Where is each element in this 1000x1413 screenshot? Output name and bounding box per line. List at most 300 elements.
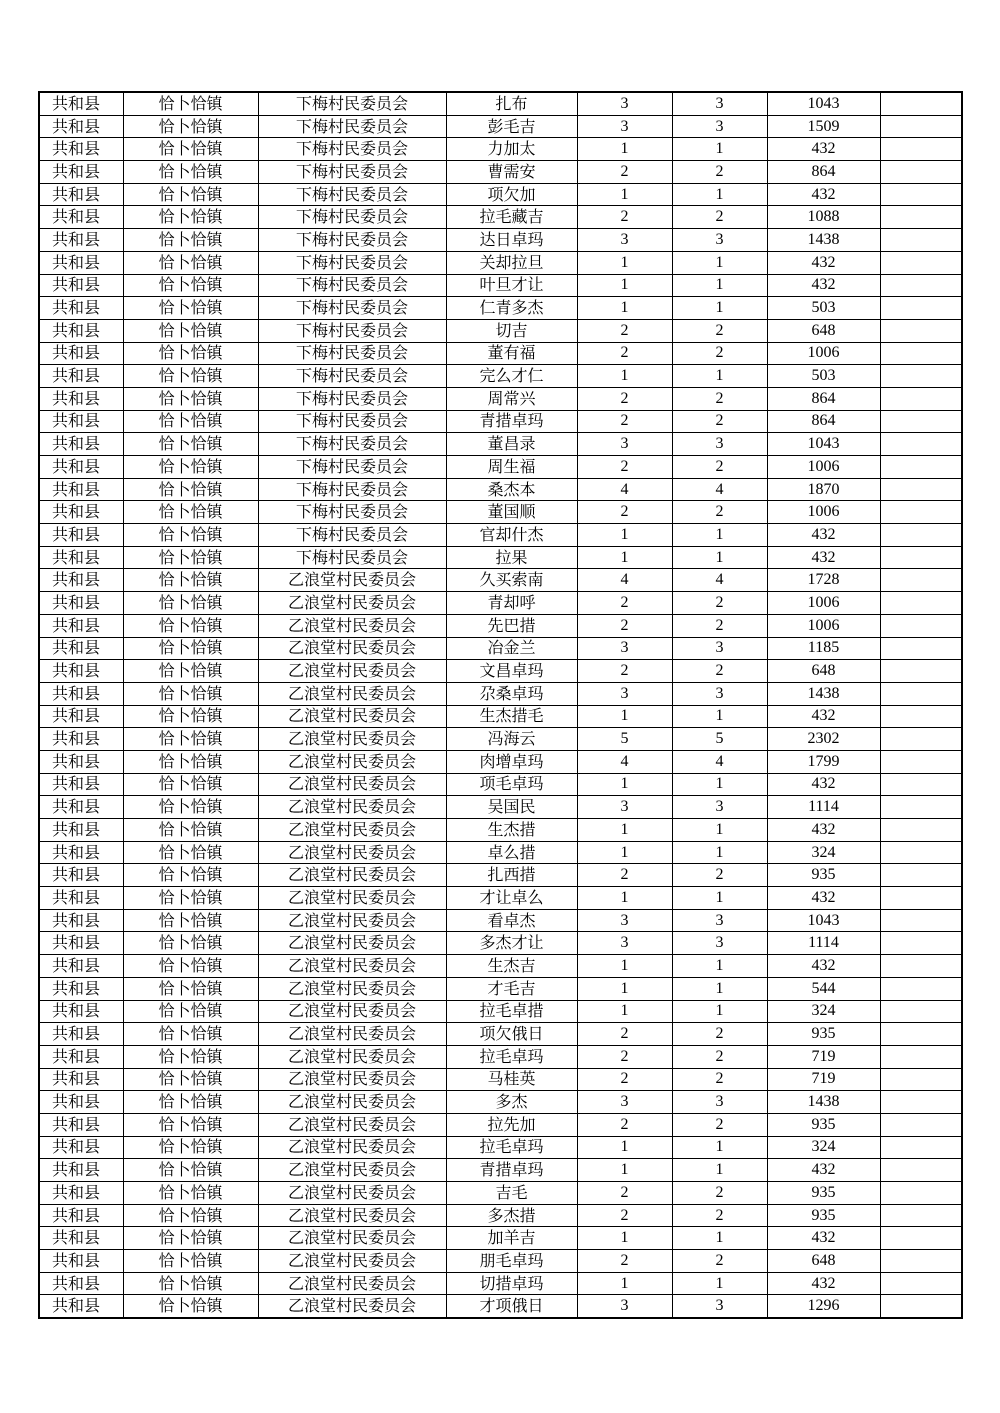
count-b-cell: 4 [672, 750, 767, 773]
table-row [39, 1295, 962, 1318]
county-cell: 共和县 [39, 161, 123, 184]
table-row [39, 819, 962, 842]
village-cell: 乙浪堂村民委员会 [258, 1204, 446, 1227]
county-cell: 共和县 [39, 1159, 123, 1182]
name-cell: 冶金兰 [446, 637, 577, 660]
count-b-cell: 2 [672, 592, 767, 615]
name-cell: 达日卓玛 [446, 229, 577, 252]
village-cell: 乙浪堂村民委员会 [258, 750, 446, 773]
village-cell: 乙浪堂村民委员会 [258, 682, 446, 705]
village-cell: 乙浪堂村民委员会 [258, 864, 446, 887]
count-b-cell: 1 [672, 1000, 767, 1023]
amount-cell: 935 [767, 1113, 880, 1136]
village-cell: 乙浪堂村民委员会 [258, 1182, 446, 1205]
name-cell: 项毛卓玛 [446, 773, 577, 796]
table-row [39, 183, 962, 206]
town-cell: 恰卜恰镇 [123, 1295, 258, 1318]
amount-cell: 1006 [767, 592, 880, 615]
village-cell: 下梅村民委员会 [258, 342, 446, 365]
town-cell: 恰卜恰镇 [123, 660, 258, 683]
table-row [39, 569, 962, 592]
table-row [39, 1023, 962, 1046]
count-b-cell: 1 [672, 1136, 767, 1159]
count-a-cell: 1 [577, 773, 672, 796]
county-cell: 共和县 [39, 637, 123, 660]
table-row [39, 410, 962, 433]
town-cell: 恰卜恰镇 [123, 274, 258, 297]
name-cell: 周常兴 [446, 387, 577, 410]
town-cell: 恰卜恰镇 [123, 682, 258, 705]
count-a-cell: 3 [577, 229, 672, 252]
note-cell [880, 637, 962, 660]
count-b-cell: 3 [672, 1295, 767, 1318]
county-cell: 共和县 [39, 977, 123, 1000]
table-row [39, 637, 962, 660]
count-a-cell: 2 [577, 1250, 672, 1273]
town-cell: 恰卜恰镇 [123, 161, 258, 184]
table-row [39, 728, 962, 751]
note-cell [880, 478, 962, 501]
count-a-cell: 4 [577, 569, 672, 592]
county-cell: 共和县 [39, 1250, 123, 1273]
note-cell [880, 1182, 962, 1205]
village-cell: 乙浪堂村民委员会 [258, 569, 446, 592]
amount-cell: 648 [767, 1250, 880, 1273]
county-cell: 共和县 [39, 1204, 123, 1227]
village-cell: 下梅村民委员会 [258, 161, 446, 184]
name-cell: 朋毛卓玛 [446, 1250, 577, 1273]
count-a-cell: 2 [577, 342, 672, 365]
count-a-cell: 2 [577, 864, 672, 887]
amount-cell: 1006 [767, 456, 880, 479]
town-cell: 恰卜恰镇 [123, 251, 258, 274]
table-row [39, 864, 962, 887]
amount-cell: 648 [767, 660, 880, 683]
county-cell: 共和县 [39, 1113, 123, 1136]
table-row [39, 478, 962, 501]
county-cell: 共和县 [39, 319, 123, 342]
town-cell: 恰卜恰镇 [123, 728, 258, 751]
village-cell: 乙浪堂村民委员会 [258, 1159, 446, 1182]
town-cell: 恰卜恰镇 [123, 410, 258, 433]
county-cell: 共和县 [39, 342, 123, 365]
count-b-cell: 3 [672, 92, 767, 115]
village-cell: 乙浪堂村民委员会 [258, 1136, 446, 1159]
village-cell: 乙浪堂村民委员会 [258, 1227, 446, 1250]
town-cell: 恰卜恰镇 [123, 478, 258, 501]
village-cell: 乙浪堂村民委员会 [258, 1113, 446, 1136]
note-cell [880, 932, 962, 955]
county-cell: 共和县 [39, 1295, 123, 1318]
note-cell [880, 251, 962, 274]
amount-cell: 432 [767, 1159, 880, 1182]
name-cell: 吴国民 [446, 796, 577, 819]
count-b-cell: 2 [672, 387, 767, 410]
table-row [39, 614, 962, 637]
count-a-cell: 3 [577, 909, 672, 932]
amount-cell: 503 [767, 297, 880, 320]
village-cell: 乙浪堂村民委员会 [258, 614, 446, 637]
name-cell: 生杰措 [446, 819, 577, 842]
county-cell: 共和县 [39, 501, 123, 524]
count-a-cell: 1 [577, 977, 672, 1000]
town-cell: 恰卜恰镇 [123, 433, 258, 456]
town-cell: 恰卜恰镇 [123, 1182, 258, 1205]
note-cell [880, 1250, 962, 1273]
county-cell: 共和县 [39, 365, 123, 388]
note-cell [880, 1295, 962, 1318]
amount-cell: 503 [767, 365, 880, 388]
village-cell: 下梅村民委员会 [258, 524, 446, 547]
table-row [39, 1227, 962, 1250]
count-a-cell: 3 [577, 92, 672, 115]
note-cell [880, 592, 962, 615]
county-cell: 共和县 [39, 887, 123, 910]
amount-cell: 719 [767, 1068, 880, 1091]
town-cell: 恰卜恰镇 [123, 977, 258, 1000]
note-cell [880, 864, 962, 887]
count-b-cell: 1 [672, 365, 767, 388]
village-cell: 下梅村民委员会 [258, 274, 446, 297]
amount-cell: 935 [767, 1204, 880, 1227]
village-cell: 下梅村民委员会 [258, 546, 446, 569]
village-cell: 下梅村民委员会 [258, 478, 446, 501]
amount-cell: 1114 [767, 796, 880, 819]
count-b-cell: 1 [672, 251, 767, 274]
table-row [39, 977, 962, 1000]
village-cell: 乙浪堂村民委员会 [258, 909, 446, 932]
town-cell: 恰卜恰镇 [123, 319, 258, 342]
town-cell: 恰卜恰镇 [123, 773, 258, 796]
count-a-cell: 2 [577, 1068, 672, 1091]
name-cell: 拉毛卓玛 [446, 1136, 577, 1159]
note-cell [880, 614, 962, 637]
count-b-cell: 1 [672, 705, 767, 728]
count-a-cell: 1 [577, 841, 672, 864]
count-b-cell: 1 [672, 297, 767, 320]
count-a-cell: 2 [577, 410, 672, 433]
table-row [39, 92, 962, 115]
count-a-cell: 2 [577, 614, 672, 637]
table-row [39, 909, 962, 932]
name-cell: 多杰措 [446, 1204, 577, 1227]
amount-cell: 1043 [767, 909, 880, 932]
table-row [39, 342, 962, 365]
note-cell [880, 1045, 962, 1068]
note-cell [880, 524, 962, 547]
village-cell: 下梅村民委员会 [258, 229, 446, 252]
table-row [39, 433, 962, 456]
name-cell: 项欠加 [446, 183, 577, 206]
name-cell: 拉毛卓措 [446, 1000, 577, 1023]
table-row [39, 546, 962, 569]
amount-cell: 864 [767, 410, 880, 433]
count-b-cell: 2 [672, 1204, 767, 1227]
county-cell: 共和县 [39, 92, 123, 115]
town-cell: 恰卜恰镇 [123, 932, 258, 955]
village-cell: 乙浪堂村民委员会 [258, 887, 446, 910]
amount-cell: 935 [767, 1023, 880, 1046]
county-cell: 共和县 [39, 274, 123, 297]
name-cell: 尕桑卓玛 [446, 682, 577, 705]
town-cell: 恰卜恰镇 [123, 1068, 258, 1091]
town-cell: 恰卜恰镇 [123, 501, 258, 524]
count-b-cell: 2 [672, 206, 767, 229]
count-b-cell: 4 [672, 478, 767, 501]
amount-cell: 864 [767, 387, 880, 410]
town-cell: 恰卜恰镇 [123, 524, 258, 547]
town-cell: 恰卜恰镇 [123, 1000, 258, 1023]
village-cell: 下梅村民委员会 [258, 387, 446, 410]
town-cell: 恰卜恰镇 [123, 592, 258, 615]
count-b-cell: 3 [672, 909, 767, 932]
count-b-cell: 1 [672, 1159, 767, 1182]
village-cell: 乙浪堂村民委员会 [258, 592, 446, 615]
table-row [39, 773, 962, 796]
note-cell [880, 977, 962, 1000]
count-a-cell: 3 [577, 1091, 672, 1114]
note-cell [880, 1272, 962, 1295]
county-cell: 共和县 [39, 1045, 123, 1068]
village-cell: 乙浪堂村民委员会 [258, 1091, 446, 1114]
count-a-cell: 3 [577, 115, 672, 138]
count-b-cell: 1 [672, 274, 767, 297]
count-a-cell: 2 [577, 1113, 672, 1136]
town-cell: 恰卜恰镇 [123, 819, 258, 842]
table-row [39, 365, 962, 388]
count-b-cell: 4 [672, 569, 767, 592]
count-a-cell: 2 [577, 1023, 672, 1046]
village-cell: 下梅村民委员会 [258, 319, 446, 342]
table-row [39, 501, 962, 524]
name-cell: 项欠俄日 [446, 1023, 577, 1046]
count-b-cell: 3 [672, 1091, 767, 1114]
county-cell: 共和县 [39, 297, 123, 320]
village-cell: 乙浪堂村民委员会 [258, 1272, 446, 1295]
county-cell: 共和县 [39, 614, 123, 637]
name-cell: 曹需安 [446, 161, 577, 184]
town-cell: 恰卜恰镇 [123, 92, 258, 115]
note-cell [880, 819, 962, 842]
amount-cell: 1438 [767, 1091, 880, 1114]
town-cell: 恰卜恰镇 [123, 183, 258, 206]
name-cell: 才让卓么 [446, 887, 577, 910]
town-cell: 恰卜恰镇 [123, 1204, 258, 1227]
town-cell: 恰卜恰镇 [123, 387, 258, 410]
county-cell: 共和县 [39, 1136, 123, 1159]
town-cell: 恰卜恰镇 [123, 750, 258, 773]
amount-cell: 1799 [767, 750, 880, 773]
table-row [39, 206, 962, 229]
name-cell: 吉毛 [446, 1182, 577, 1205]
county-cell: 共和县 [39, 1000, 123, 1023]
town-cell: 恰卜恰镇 [123, 841, 258, 864]
amount-cell: 432 [767, 819, 880, 842]
note-cell [880, 115, 962, 138]
count-a-cell: 5 [577, 728, 672, 751]
name-cell: 加羊吉 [446, 1227, 577, 1250]
count-a-cell: 1 [577, 1000, 672, 1023]
note-cell [880, 1000, 962, 1023]
count-b-cell: 1 [672, 955, 767, 978]
count-b-cell: 2 [672, 864, 767, 887]
amount-cell: 1296 [767, 1295, 880, 1318]
table-row [39, 387, 962, 410]
note-cell [880, 161, 962, 184]
count-a-cell: 3 [577, 637, 672, 660]
amount-cell: 719 [767, 1045, 880, 1068]
table-row [39, 841, 962, 864]
amount-cell: 1114 [767, 932, 880, 955]
note-cell [880, 92, 962, 115]
amount-cell: 432 [767, 274, 880, 297]
amount-cell: 432 [767, 1227, 880, 1250]
county-cell: 共和县 [39, 932, 123, 955]
table-row [39, 1250, 962, 1273]
count-b-cell: 2 [672, 1113, 767, 1136]
name-cell: 肉增卓玛 [446, 750, 577, 773]
count-b-cell: 1 [672, 1227, 767, 1250]
note-cell [880, 1113, 962, 1136]
name-cell: 叶旦才让 [446, 274, 577, 297]
name-cell: 先巴措 [446, 614, 577, 637]
count-a-cell: 1 [577, 183, 672, 206]
village-cell: 乙浪堂村民委员会 [258, 1045, 446, 1068]
name-cell: 青措卓玛 [446, 410, 577, 433]
name-cell: 切吉 [446, 319, 577, 342]
count-a-cell: 1 [577, 1159, 672, 1182]
count-a-cell: 4 [577, 750, 672, 773]
note-cell [880, 841, 962, 864]
name-cell: 董国顺 [446, 501, 577, 524]
village-cell: 下梅村民委员会 [258, 206, 446, 229]
count-a-cell: 2 [577, 660, 672, 683]
county-cell: 共和县 [39, 841, 123, 864]
amount-cell: 1185 [767, 637, 880, 660]
county-cell: 共和县 [39, 1091, 123, 1114]
town-cell: 恰卜恰镇 [123, 115, 258, 138]
count-b-cell: 2 [672, 410, 767, 433]
table-row [39, 297, 962, 320]
count-a-cell: 1 [577, 365, 672, 388]
town-cell: 恰卜恰镇 [123, 206, 258, 229]
count-a-cell: 1 [577, 297, 672, 320]
name-cell: 完么才仁 [446, 365, 577, 388]
count-a-cell: 1 [577, 546, 672, 569]
town-cell: 恰卜恰镇 [123, 546, 258, 569]
name-cell: 官却什杰 [446, 524, 577, 547]
count-b-cell: 1 [672, 887, 767, 910]
village-cell: 乙浪堂村民委员会 [258, 660, 446, 683]
county-cell: 共和县 [39, 387, 123, 410]
table-row [39, 251, 962, 274]
count-a-cell: 2 [577, 501, 672, 524]
town-cell: 恰卜恰镇 [123, 705, 258, 728]
count-a-cell: 2 [577, 319, 672, 342]
count-b-cell: 3 [672, 932, 767, 955]
count-a-cell: 3 [577, 682, 672, 705]
amount-cell: 1006 [767, 501, 880, 524]
note-cell [880, 660, 962, 683]
village-cell: 下梅村民委员会 [258, 297, 446, 320]
note-cell [880, 501, 962, 524]
amount-cell: 1438 [767, 682, 880, 705]
amount-cell: 1006 [767, 342, 880, 365]
village-cell: 乙浪堂村民委员会 [258, 1000, 446, 1023]
county-cell: 共和县 [39, 569, 123, 592]
count-a-cell: 1 [577, 819, 672, 842]
county-cell: 共和县 [39, 478, 123, 501]
table-row [39, 660, 962, 683]
table-row [39, 1136, 962, 1159]
count-a-cell: 3 [577, 932, 672, 955]
village-cell: 乙浪堂村民委员会 [258, 819, 446, 842]
count-b-cell: 2 [672, 501, 767, 524]
count-a-cell: 2 [577, 161, 672, 184]
name-cell: 冯海云 [446, 728, 577, 751]
name-cell: 卓么措 [446, 841, 577, 864]
count-b-cell: 1 [672, 773, 767, 796]
table-row [39, 115, 962, 138]
count-b-cell: 3 [672, 115, 767, 138]
name-cell: 生杰吉 [446, 955, 577, 978]
count-a-cell: 2 [577, 1204, 672, 1227]
note-cell [880, 1068, 962, 1091]
table-row [39, 750, 962, 773]
town-cell: 恰卜恰镇 [123, 1227, 258, 1250]
name-cell: 久买索南 [446, 569, 577, 592]
table-row [39, 705, 962, 728]
amount-cell: 432 [767, 524, 880, 547]
town-cell: 恰卜恰镇 [123, 1159, 258, 1182]
village-cell: 下梅村民委员会 [258, 365, 446, 388]
data-table [38, 91, 963, 1319]
village-cell: 下梅村民委员会 [258, 410, 446, 433]
note-cell [880, 796, 962, 819]
count-b-cell: 1 [672, 546, 767, 569]
village-cell: 乙浪堂村民委员会 [258, 796, 446, 819]
village-cell: 下梅村民委员会 [258, 251, 446, 274]
table-row [39, 955, 962, 978]
note-cell [880, 1204, 962, 1227]
village-cell: 乙浪堂村民委员会 [258, 1250, 446, 1273]
note-cell [880, 705, 962, 728]
note-cell [880, 138, 962, 161]
name-cell: 董昌录 [446, 433, 577, 456]
name-cell: 才毛吉 [446, 977, 577, 1000]
amount-cell: 864 [767, 161, 880, 184]
town-cell: 恰卜恰镇 [123, 1250, 258, 1273]
town-cell: 恰卜恰镇 [123, 342, 258, 365]
count-a-cell: 1 [577, 1272, 672, 1295]
village-cell: 下梅村民委员会 [258, 183, 446, 206]
count-b-cell: 3 [672, 637, 767, 660]
count-b-cell: 2 [672, 1023, 767, 1046]
village-cell: 乙浪堂村民委员会 [258, 932, 446, 955]
table-row [39, 1159, 962, 1182]
name-cell: 生杰措毛 [446, 705, 577, 728]
count-a-cell: 1 [577, 251, 672, 274]
amount-cell: 1043 [767, 92, 880, 115]
town-cell: 恰卜恰镇 [123, 955, 258, 978]
county-cell: 共和县 [39, 1023, 123, 1046]
note-cell [880, 274, 962, 297]
note-cell [880, 342, 962, 365]
table-row [39, 887, 962, 910]
county-cell: 共和县 [39, 592, 123, 615]
count-b-cell: 1 [672, 819, 767, 842]
note-cell [880, 955, 962, 978]
